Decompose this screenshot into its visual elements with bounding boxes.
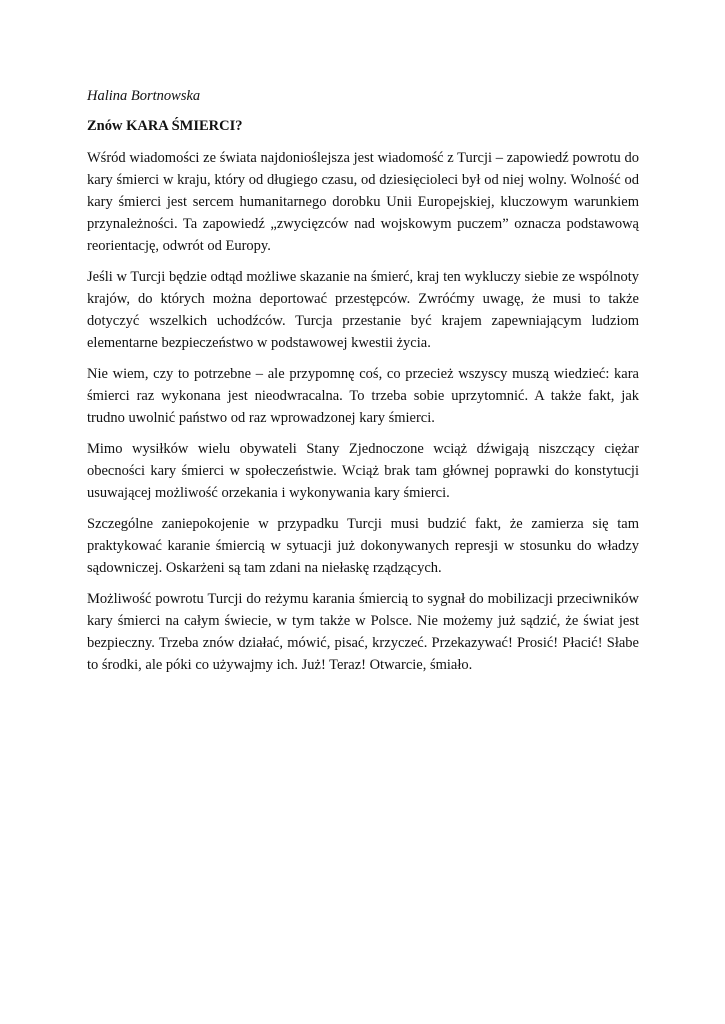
document-title: Znów KARA ŚMIERCI? bbox=[87, 118, 243, 134]
paragraph-1: Wśród wiadomości ze świata najdonioślejsza jest wiadomość z Turcji – zapowiedź powrotu do kary śmierci w kraju, który od długiego czasu, od dziesięcioleci był od niej wolny. Wolność od kary śmierci jest sercem humanitarnego dorobku Unii Europejskiej, kluczowym warunkiem przynależności. Ta zapowiedź „zwycięzców nad wojskowym puczem” oznacza podstawową reorientację, odwrót od Europy. bbox=[87, 150, 639, 254]
paragraph-6: Możliwość powrotu Turcji do reżymu karania śmiercią to sygnał do mobilizacji przeciwników kary śmierci na całym świecie, w tym także w Polsce. Nie możemy już sądzić, że świat jest bezpieczny. Trzeba znów działać, mówić, pisać, krzyczeć. Przekazywać! Prosić! Płacić! Słabe to środki, ale póki co używajmy ich. Już! Teraz! Otwarcie, śmiało. bbox=[87, 591, 639, 673]
paragraph-2: Jeśli w Turcji będzie odtąd możliwe skazanie na śmierć, kraj ten wykluczy siebie ze wspólnoty krajów, do których można deportować przestępców. Zwróćmy uwagę, że musi to także dotyczyć wszelkich uchodźców. Turcja przestanie być krajem zapewniającym ludziom elementarne bezpieczeństwo w podstawowej kwestii życia. bbox=[87, 269, 639, 351]
author-name: Halina Bortnowska bbox=[87, 88, 201, 104]
paragraph-4: Mimo wysiłków wielu obywateli Stany Zjednoczone wciąż dźwigają niszczący ciężar obecności kary śmierci w społeczeństwie. Wciąż brak tam głównej poprawki do konstytucji usuwającej możliwość orzekania i wykonywania kary śmierci. bbox=[87, 441, 639, 501]
paragraph-3: Nie wiem, czy to potrzebne – ale przypomnę coś, co przecież wszyscy muszą wiedzieć: kara śmierci raz wykonana jest nieodwracalna. To trzeba sobie uprzytomnić. A także fakt, jak trudno uwolnić państwo od raz wprowadzonej kary śmierci. bbox=[87, 366, 639, 426]
paragraph-5: Szczególne zaniepokojenie w przypadku Turcji musi budzić fakt, że zamierza się tam praktykować karanie śmiercią w sytuacji już dokonywanych represji w stosunku do władzy sądowniczej. Oskarżeni są tam zdani na niełaskę rządzących. bbox=[87, 516, 639, 576]
document-page bbox=[87, 85, 639, 685]
